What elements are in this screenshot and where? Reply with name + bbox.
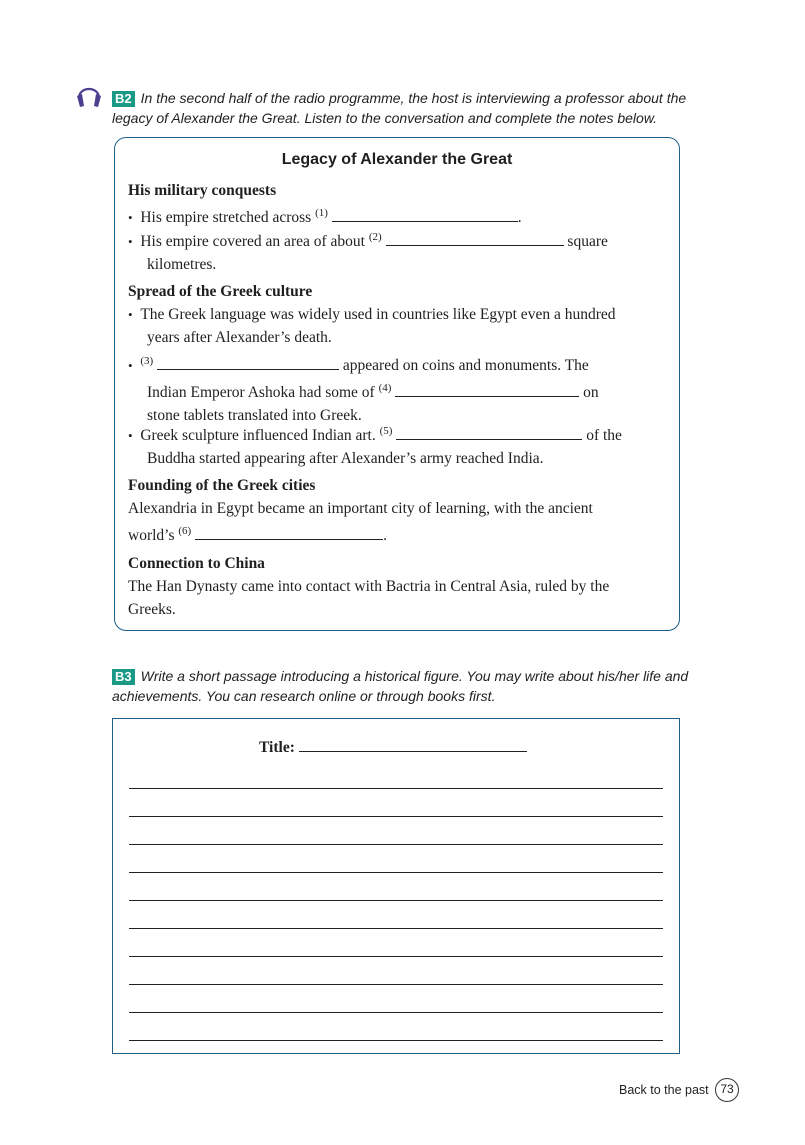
title-input-line[interactable] [299, 737, 527, 752]
culture-bullet-1: • The Greek language was widely used in countries like Egypt even a hundred years after Alexander’s death. [128, 306, 616, 346]
writing-line[interactable] [129, 788, 663, 789]
cities-text: Alexandria in Egypt became an important city of learning, with the ancient world’s $^{(6)}$ . [128, 500, 593, 544]
writing-line[interactable] [129, 844, 663, 845]
title-label: Title: [259, 739, 295, 756]
answer-blank-1[interactable] [332, 207, 518, 222]
b3-tag: B3 [112, 669, 135, 685]
military-bullet-2: • His empire covered an area of about $^{(2)}$ square kilometres. [128, 231, 608, 273]
answer-blank-4[interactable] [395, 382, 579, 397]
writing-box [112, 718, 680, 1054]
headphones-icon [74, 80, 104, 110]
answer-blank-3[interactable] [157, 355, 339, 370]
b2-instruction: B2 In the second half of the radio programme, the host is interviewing a professor about the legacy of Alexander the Great. Listen to the conversation and complete the notes below. [112, 90, 687, 126]
china-text: The Han Dynasty came into contact with Bactria in Central Asia, ruled by the Greeks. [128, 578, 610, 618]
b2-tag: B2 [112, 91, 135, 107]
section-heading-china: Connection to China [128, 555, 265, 572]
culture-bullet-3: • Greek sculpture influenced Indian art. $^{(5)}$ of the Buddha started appearing after Alexander’s army reached India. [128, 425, 622, 467]
answer-blank-6[interactable] [195, 525, 383, 540]
page-number: 73 [715, 1078, 739, 1102]
writing-line[interactable] [129, 872, 663, 873]
military-bullet-1: • His empire stretched across $^{(1)}$ . [128, 207, 522, 226]
footer-section-title: Back to the past [619, 1083, 709, 1097]
writing-line[interactable] [129, 928, 663, 929]
writing-line[interactable] [129, 1040, 663, 1041]
writing-line[interactable] [129, 816, 663, 817]
writing-line[interactable] [129, 900, 663, 901]
b3-instruction: B3 Write a short passage introducing a historical figure. You may write about his/her life and achievements. You can research online or through books first. [112, 668, 689, 704]
culture-bullet-2: • $^{(3)}$ appeared on coins and monuments. The Indian Emperor Ashoka had some of $^{(4)}$ on stone tablets translated into Greek. [128, 355, 599, 424]
writing-line[interactable] [129, 1012, 663, 1013]
writing-line[interactable] [129, 956, 663, 957]
title-row [259, 737, 527, 757]
section-heading-military: His military conquests [128, 182, 277, 199]
notes-title: Legacy of Alexander the Great [281, 151, 513, 168]
section-heading-cities: Founding of the Greek cities [128, 477, 316, 494]
answer-blank-2[interactable] [386, 231, 564, 246]
writing-line[interactable] [129, 984, 663, 985]
answer-blank-5[interactable] [396, 425, 582, 440]
section-heading-culture: Spread of the Greek culture [128, 283, 313, 300]
